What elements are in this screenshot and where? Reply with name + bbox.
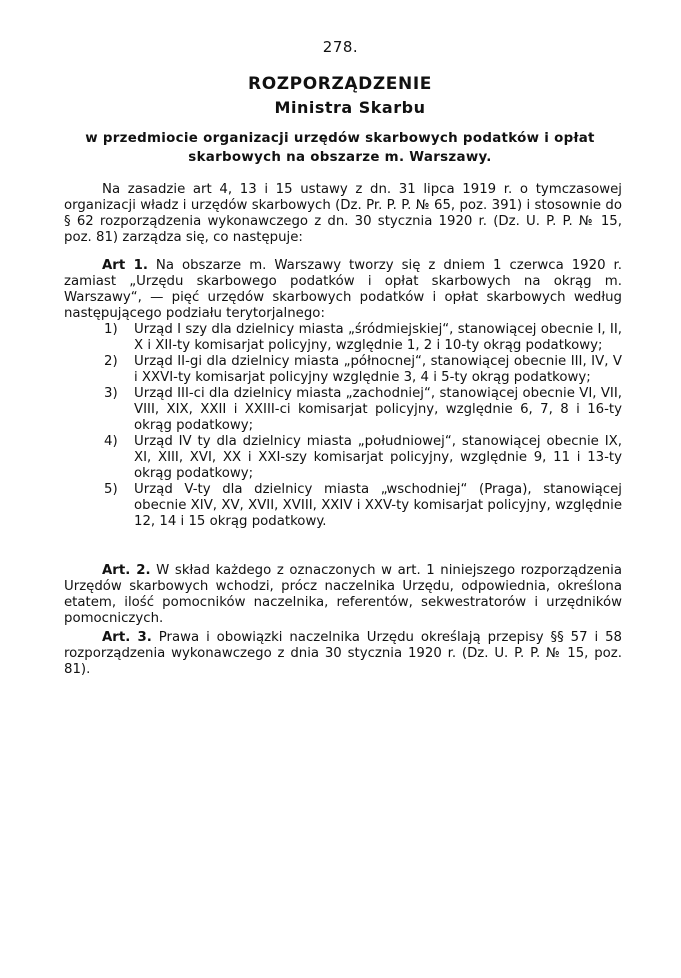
document-subject: w przedmiocie organizacji urzędów skarbowych podatków i opłat skarbowych na obszarze m. Warszawy. [85,131,595,165]
list-item-text: Urząd IV ty dla dzielnicy miasta „południowej“, stanowiącej obecnie IX, XI, XIII, XVI, XX i XXI-szy komisarjat policyjny, względnie 9, 11 i 13-ty okrąg podatkowy; [134,434,622,481]
article-2-text: W skład każdego z oznaczonych w art. 1 niniejszego rozporządzenia Urzędów skarbowych wchodzi, prócz naczelnika Urzędu, odpowiednia, określona etatem, ilość pomocników naczelnika, referentów, sekwestratorów i urzędników pomocniczych. [64,563,622,626]
list-item-text: Urząd V-ty dla dzielnicy miasta „wschodniej“ (Praga), stanowiącej obecnie XIV, XV, XVII, XVIII, XXIV i XXV-ty komisarjat policyjny, względnie 12, 14 i 15 okrąg podatkowy. [134,482,622,529]
article-3-label: Art. 3. [102,630,152,645]
list-item [104,354,622,386]
list-item [104,386,622,434]
page-number: 278. [322,38,359,56]
document-title: ROZPORZĄDZENIE [248,74,432,94]
list-item-text: Urząd III-ci dla dzielnicy miasta „zachodniej“, stanowiącej obecnie VI, VII, VIII, XIX, XXII i XXIII-ci komisarjat policyjny, względnie 6, 7, 8 i 16-ty okrąg podatkowy; [134,386,622,433]
article-1-text: Na obszarze m. Warszawy tworzy się z dniem 1 czerwca 1920 r. zamiast „Urzędu skarbowego podatków i opłat skarbowych na okrąg m. Warszawy“, — pięć urzędów skarbowych podatków i opłat skarbowych według następującego podziału terytorjalnego: [64,258,622,321]
list-item-text: Urząd II-gi dla dzielnicy miasta „północnej“, stanowiącej obecnie III, IV, V i XXVI-ty komisarjat policyjny względnie 3, 4 i 5-ty okrąg podatkowy; [134,354,622,385]
article-2-label: Art. 2. [102,563,151,578]
article-2 [64,563,622,627]
list-item [104,482,622,530]
article-3-text: Prawa i obowiązki naczelnika Urzędu określają przepisy §§ 57 i 58 rozporządzenia wykonawczego z dnia 30 stycznia 1920 r. (Dz. U. P. P. № 15, poz. 81). [64,630,622,677]
list-item-number: 1) [104,322,118,337]
article-3 [64,630,622,678]
article-1-label: Art 1. [102,258,148,273]
article-1-list [104,322,622,530]
list-item [104,434,622,482]
list-item-number: 4) [104,434,118,449]
preamble-text: Na zasadzie art 4, 13 i 15 ustawy z dn. 31 lipca 1919 r. o tymczasowej organizacji władz i urzędów skarbowych (Dz. Pr. P. P. № 65, poz. 391) i stosownie do § 62 rozporządzenia wykonawczego z dn. 30 stycznia 1920 r. (Dz. U. P. P. № 15, poz. 81) zarządza się, co następuje: [64,182,622,245]
list-item-number: 3) [104,386,118,401]
list-item-text: Urząd I szy dla dzielnicy miasta „śródmiejskiej“, stanowiącej obecnie I, II, X i XII-ty komisarjat policyjny, względnie 1, 2 i 10-ty okrąg podatkowy; [134,322,622,353]
preamble-paragraph [64,182,622,246]
list-item-number: 2) [104,354,118,369]
list-item-number: 5) [104,482,118,497]
document-issuer: Ministra Skarbu [274,98,426,117]
list-item [104,322,622,354]
article-1 [64,258,622,322]
